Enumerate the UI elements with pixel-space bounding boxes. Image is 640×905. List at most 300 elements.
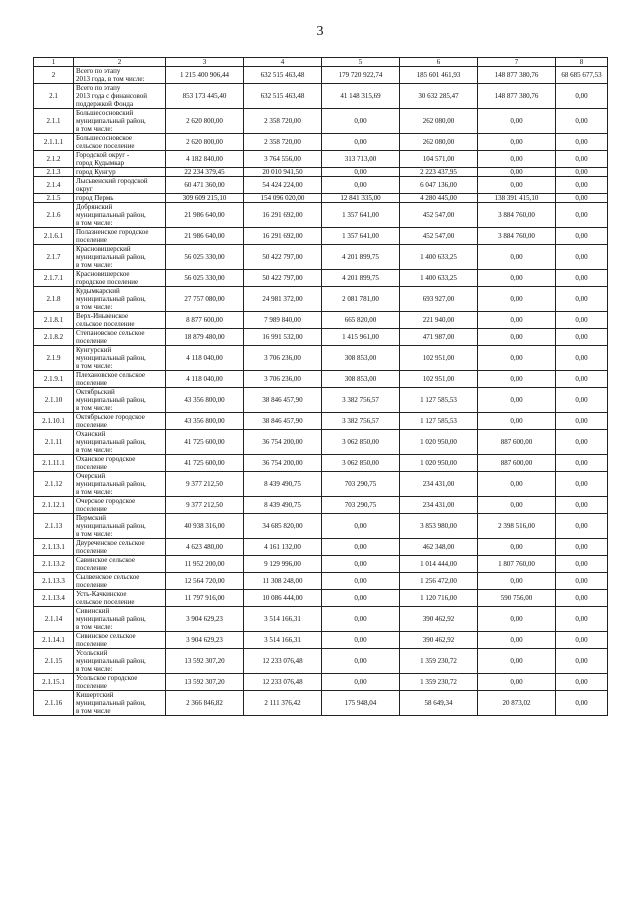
cell-v4: 50 422 797,00 xyxy=(244,245,322,270)
cell-v5: 41 148 315,69 xyxy=(322,84,400,109)
cell-v6: 234 431,00 xyxy=(400,497,478,514)
cell-v6: 1 120 716,00 xyxy=(400,590,478,607)
cell-v7: 0,00 xyxy=(478,177,556,194)
row-name-line: поселение xyxy=(76,564,107,572)
row-code: 2.1.9 xyxy=(34,346,74,371)
row-code: 2.1.12.1 xyxy=(34,497,74,514)
cell-v6: 1 359 230,72 xyxy=(400,674,478,691)
cell-v7: 0,00 xyxy=(478,329,556,346)
row-name xyxy=(74,203,166,228)
row-name-line: Савинское сельское xyxy=(76,556,135,564)
cell-v4: 12 233 076,48 xyxy=(244,674,322,691)
cell-v3: 11 952 200,00 xyxy=(166,556,244,573)
cell-v3: 22 234 379,45 xyxy=(166,168,244,177)
row-name xyxy=(74,312,166,329)
cell-v7: 887 600,00 xyxy=(478,430,556,455)
table-row xyxy=(34,413,608,430)
cell-v7: 0,00 xyxy=(478,497,556,514)
cell-v8: 0,00 xyxy=(556,228,608,245)
table-row xyxy=(34,607,608,632)
row-name-line: городское поселение xyxy=(76,278,139,286)
row-name-line: Степановское сельское xyxy=(76,329,145,337)
cell-v3: 21 986 640,00 xyxy=(166,203,244,228)
cell-v3: 56 025 330,00 xyxy=(166,270,244,287)
cell-v3: 3 904 629,23 xyxy=(166,632,244,649)
row-name xyxy=(74,134,166,151)
table-row xyxy=(34,329,608,346)
cell-v8: 0,00 xyxy=(556,691,608,716)
row-name-line: округ xyxy=(76,185,93,193)
cell-v6: 2 223 437,95 xyxy=(400,168,478,177)
row-name-line: поселение xyxy=(76,463,107,471)
cell-v8: 0,00 xyxy=(556,177,608,194)
row-name-line: поселение xyxy=(76,547,107,555)
cell-v3: 27 757 080,00 xyxy=(166,287,244,312)
cell-v4: 24 981 372,00 xyxy=(244,287,322,312)
row-code: 2 xyxy=(34,67,74,84)
table-row xyxy=(34,539,608,556)
cell-v8: 0,00 xyxy=(556,556,608,573)
cell-v7: 0,00 xyxy=(478,346,556,371)
row-code: 2.1.8.1 xyxy=(34,312,74,329)
table-row xyxy=(34,371,608,388)
cell-v4: 3 706 236,00 xyxy=(244,371,322,388)
cell-v5: 0,00 xyxy=(322,539,400,556)
cell-v3: 40 938 316,00 xyxy=(166,514,244,539)
cell-v4: 154 096 020,00 xyxy=(244,194,322,203)
row-name-line: в том числе: xyxy=(76,530,113,538)
row-name xyxy=(74,177,166,194)
cell-v3: 1 215 400 906,44 xyxy=(166,67,244,84)
row-name-line: в том числе: xyxy=(76,125,113,133)
row-name-line: Двуреченское сельское xyxy=(76,539,145,547)
table-row xyxy=(34,203,608,228)
cell-v6: 1 359 230,72 xyxy=(400,649,478,674)
row-name xyxy=(74,67,166,84)
table-row xyxy=(34,134,608,151)
cell-v6: 1 400 633,25 xyxy=(400,270,478,287)
cell-v5: 0,00 xyxy=(322,109,400,134)
row-name-line: поселение xyxy=(76,505,107,513)
page-number: 3 xyxy=(316,24,324,39)
table-row xyxy=(34,674,608,691)
cell-v3: 13 592 307,20 xyxy=(166,649,244,674)
cell-v4: 11 308 248,00 xyxy=(244,573,322,590)
row-code: 2.1.6 xyxy=(34,203,74,228)
row-name xyxy=(74,514,166,539)
column-number: 4 xyxy=(244,58,322,67)
row-name-line: в том числе: xyxy=(76,665,113,673)
row-name-line: Добрянский xyxy=(76,203,113,211)
row-code: 2.1.2 xyxy=(34,151,74,168)
table-row xyxy=(34,388,608,413)
table-row xyxy=(34,287,608,312)
row-name-line: Оханский xyxy=(76,430,106,438)
cell-v5: 4 201 899,75 xyxy=(322,270,400,287)
cell-v4: 16 291 692,00 xyxy=(244,203,322,228)
cell-v6: 693 927,00 xyxy=(400,287,478,312)
cell-v5: 0,00 xyxy=(322,632,400,649)
row-name xyxy=(74,539,166,556)
cell-v5: 0,00 xyxy=(322,177,400,194)
cell-v7: 0,00 xyxy=(478,134,556,151)
row-name xyxy=(74,455,166,472)
row-code: 2.1.13 xyxy=(34,514,74,539)
cell-v8: 0,00 xyxy=(556,134,608,151)
row-code: 2.1.16 xyxy=(34,691,74,716)
cell-v4: 50 422 797,00 xyxy=(244,270,322,287)
column-number: 3 xyxy=(166,58,244,67)
cell-v5: 2 081 781,00 xyxy=(322,287,400,312)
cell-v6: 221 940,00 xyxy=(400,312,478,329)
table-row xyxy=(34,691,608,716)
cell-v7: 0,00 xyxy=(478,607,556,632)
cell-v8: 0,00 xyxy=(556,455,608,472)
row-name-line: муниципальный район, xyxy=(76,699,146,707)
row-name xyxy=(74,194,166,203)
cell-v4: 20 010 941,50 xyxy=(244,168,322,177)
row-name-line: в том числе: xyxy=(76,362,113,370)
cell-v6: 462 348,00 xyxy=(400,539,478,556)
cell-v4: 632 515 463,48 xyxy=(244,67,322,84)
row-name-line: поддержкой Фонда xyxy=(76,100,134,108)
cell-v3: 41 725 600,00 xyxy=(166,455,244,472)
row-name-line: сельское поселение xyxy=(76,320,135,328)
cell-v7: 0,00 xyxy=(478,151,556,168)
cell-v7: 0,00 xyxy=(478,109,556,134)
cell-v5: 703 290,75 xyxy=(322,472,400,497)
table-row xyxy=(34,168,608,177)
row-name-line: Лысьвенский городской xyxy=(76,177,148,185)
cell-v8: 0,00 xyxy=(556,270,608,287)
row-name-line: муниципальный район, xyxy=(76,657,146,665)
row-name-line: Пермский xyxy=(76,514,106,522)
cell-v5: 0,00 xyxy=(322,649,400,674)
cell-v7: 887 600,00 xyxy=(478,455,556,472)
cell-v8: 0,00 xyxy=(556,371,608,388)
cell-v8: 0,00 xyxy=(556,346,608,371)
row-name-line: Усольский xyxy=(76,649,108,657)
cell-v8: 0,00 xyxy=(556,649,608,674)
row-code: 2.1.8.2 xyxy=(34,329,74,346)
cell-v8: 0,00 xyxy=(556,194,608,203)
cell-v5: 665 820,00 xyxy=(322,312,400,329)
row-name-line: Полазненское городское xyxy=(76,228,149,236)
cell-v8: 0,00 xyxy=(556,329,608,346)
table-row xyxy=(34,497,608,514)
cell-v3: 8 877 600,00 xyxy=(166,312,244,329)
table-row xyxy=(34,430,608,455)
row-name-line: Кунгурский xyxy=(76,346,112,354)
row-code: 2.1 xyxy=(34,84,74,109)
cell-v5: 12 841 335,00 xyxy=(322,194,400,203)
cell-v4: 38 846 457,90 xyxy=(244,413,322,430)
cell-v8: 0,00 xyxy=(556,430,608,455)
table-row xyxy=(34,67,608,84)
cell-v8: 0,00 xyxy=(556,245,608,270)
cell-v7: 0,00 xyxy=(478,413,556,430)
row-name xyxy=(74,573,166,590)
cell-v4: 9 129 996,00 xyxy=(244,556,322,573)
row-name-line: поселение xyxy=(76,640,107,648)
row-name xyxy=(74,270,166,287)
column-number: 8 xyxy=(556,58,608,67)
cell-v3: 309 609 215,10 xyxy=(166,194,244,203)
row-name-line: город Пермь xyxy=(76,194,114,202)
row-name-line: 2013 года с финансовой xyxy=(76,92,148,100)
cell-v8: 0,00 xyxy=(556,607,608,632)
row-code: 2.1.9.1 xyxy=(34,371,74,388)
cell-v5: 0,00 xyxy=(322,168,400,177)
row-name xyxy=(74,632,166,649)
cell-v6: 102 951,00 xyxy=(400,371,478,388)
cell-v6: 390 462,92 xyxy=(400,632,478,649)
row-name-line: город Кунгур xyxy=(76,168,116,176)
cell-v3: 2 366 846,82 xyxy=(166,691,244,716)
row-name-line: муниципальный район, xyxy=(76,253,146,261)
table-row xyxy=(34,245,608,270)
cell-v4: 2 111 376,42 xyxy=(244,691,322,716)
cell-v8: 0,00 xyxy=(556,312,608,329)
cell-v5: 0,00 xyxy=(322,514,400,539)
cell-v8: 0,00 xyxy=(556,203,608,228)
cell-v8: 0,00 xyxy=(556,287,608,312)
row-name-line: Октябрьское городское xyxy=(76,413,145,421)
cell-v5: 3 382 756,57 xyxy=(322,388,400,413)
cell-v5: 179 720 922,74 xyxy=(322,67,400,84)
cell-v5: 0,00 xyxy=(322,590,400,607)
cell-v5: 3 062 850,00 xyxy=(322,455,400,472)
cell-v6: 3 853 980,00 xyxy=(400,514,478,539)
cell-v4: 8 439 490,75 xyxy=(244,497,322,514)
cell-v7: 0,00 xyxy=(478,674,556,691)
row-code: 2.1.4 xyxy=(34,177,74,194)
row-code: 2.1.3 xyxy=(34,168,74,177)
row-code: 2.1.10 xyxy=(34,388,74,413)
cell-v6: 1 020 950,00 xyxy=(400,430,478,455)
cell-v3: 56 025 330,00 xyxy=(166,245,244,270)
row-name xyxy=(74,691,166,716)
row-name-line: Очерское городское xyxy=(76,497,136,505)
row-code: 2.1.8 xyxy=(34,287,74,312)
row-name-line: поселение xyxy=(76,236,107,244)
column-number: 5 xyxy=(322,58,400,67)
cell-v8: 0,00 xyxy=(556,573,608,590)
cell-v7: 1 807 760,00 xyxy=(478,556,556,573)
cell-v5: 1 357 641,00 xyxy=(322,203,400,228)
row-name-line: муниципальный район, xyxy=(76,354,146,362)
cell-v8: 0,00 xyxy=(556,388,608,413)
cell-v3: 12 564 720,00 xyxy=(166,573,244,590)
row-name-line: Сивинский xyxy=(76,607,110,615)
cell-v5: 175 948,04 xyxy=(322,691,400,716)
row-name-line: Городской округ - xyxy=(76,151,130,159)
cell-v4: 16 991 532,00 xyxy=(244,329,322,346)
cell-v4: 36 754 200,00 xyxy=(244,455,322,472)
table-row xyxy=(34,151,608,168)
row-name-line: Сивинское сельское xyxy=(76,632,136,640)
row-name xyxy=(74,228,166,245)
cell-v6: 185 601 461,93 xyxy=(400,67,478,84)
cell-v6: 1 014 444,00 xyxy=(400,556,478,573)
cell-v4: 16 291 692,00 xyxy=(244,228,322,245)
cell-v6: 262 080,00 xyxy=(400,134,478,151)
cell-v3: 18 879 480,00 xyxy=(166,329,244,346)
cell-v4: 10 086 444,00 xyxy=(244,590,322,607)
funding-table xyxy=(33,57,608,716)
column-number: 7 xyxy=(478,58,556,67)
cell-v6: 4 280 445,00 xyxy=(400,194,478,203)
row-name xyxy=(74,329,166,346)
cell-v6: 1 127 585,53 xyxy=(400,413,478,430)
row-name xyxy=(74,607,166,632)
cell-v6: 6 047 136,00 xyxy=(400,177,478,194)
cell-v8: 0,00 xyxy=(556,632,608,649)
row-name-line: Всего по этапу xyxy=(76,67,121,75)
row-code: 2.1.12 xyxy=(34,472,74,497)
cell-v7: 148 877 380,76 xyxy=(478,67,556,84)
cell-v6: 58 649,34 xyxy=(400,691,478,716)
row-name-line: поселение xyxy=(76,682,107,690)
row-name-line: поселение xyxy=(76,337,107,345)
row-code: 2.1.11 xyxy=(34,430,74,455)
cell-v7: 3 884 760,00 xyxy=(478,203,556,228)
row-name xyxy=(74,287,166,312)
cell-v6: 1 127 585,53 xyxy=(400,388,478,413)
cell-v5: 308 853,00 xyxy=(322,371,400,388)
cell-v6: 234 431,00 xyxy=(400,472,478,497)
row-name xyxy=(74,388,166,413)
cell-v8: 0,00 xyxy=(556,168,608,177)
row-name-line: муниципальный район, xyxy=(76,480,146,488)
row-code: 2.1.10.1 xyxy=(34,413,74,430)
row-name-line: город Кудымкар xyxy=(76,159,125,167)
row-name-line: поселение xyxy=(76,581,107,589)
row-name-line: в том числе: xyxy=(76,219,113,227)
row-name-line: муниципальный район, xyxy=(76,117,146,125)
row-code: 2.1.13.1 xyxy=(34,539,74,556)
row-name xyxy=(74,413,166,430)
cell-v5: 0,00 xyxy=(322,607,400,632)
cell-v6: 1 256 472,00 xyxy=(400,573,478,590)
row-name xyxy=(74,430,166,455)
row-name-line: Плехановское сельское xyxy=(76,371,146,379)
row-code: 2.1.11.1 xyxy=(34,455,74,472)
cell-v8: 0,00 xyxy=(556,109,608,134)
row-name-line: Очерский xyxy=(76,472,106,480)
cell-v3: 41 725 600,00 xyxy=(166,430,244,455)
cell-v3: 60 471 360,00 xyxy=(166,177,244,194)
row-name-line: муниципальный район, xyxy=(76,396,146,404)
row-name xyxy=(74,371,166,388)
cell-v4: 3 514 166,31 xyxy=(244,607,322,632)
table-row xyxy=(34,632,608,649)
row-code: 2.1.14 xyxy=(34,607,74,632)
cell-v4: 4 161 132,00 xyxy=(244,539,322,556)
row-name-line: муниципальный район, xyxy=(76,211,146,219)
table-row xyxy=(34,312,608,329)
row-name-line: Оханское городское xyxy=(76,455,136,463)
row-name-line: Октябрьский xyxy=(76,388,115,396)
cell-v5: 313 713,00 xyxy=(322,151,400,168)
row-name xyxy=(74,346,166,371)
cell-v5: 703 290,75 xyxy=(322,497,400,514)
cell-v6: 30 632 285,47 xyxy=(400,84,478,109)
table-row xyxy=(34,270,608,287)
table-row xyxy=(34,649,608,674)
row-name xyxy=(74,109,166,134)
cell-v7: 2 398 516,00 xyxy=(478,514,556,539)
row-name-line: поселение xyxy=(76,421,107,429)
table-row xyxy=(34,109,608,134)
row-name-line: 2013 года, в том числе: xyxy=(76,75,145,83)
table-row xyxy=(34,590,608,607)
cell-v6: 452 547,00 xyxy=(400,228,478,245)
row-name-line: в том числе: xyxy=(76,303,113,311)
row-code: 2.1.14.1 xyxy=(34,632,74,649)
cell-v6: 262 080,00 xyxy=(400,109,478,134)
row-name-line: Красновишерский xyxy=(76,245,131,253)
cell-v5: 0,00 xyxy=(322,134,400,151)
cell-v3: 4 182 840,00 xyxy=(166,151,244,168)
cell-v7: 590 756,00 xyxy=(478,590,556,607)
row-name-line: Кудымкарский xyxy=(76,287,120,295)
row-name xyxy=(74,556,166,573)
cell-v3: 43 356 800,00 xyxy=(166,413,244,430)
cell-v4: 2 358 720,00 xyxy=(244,134,322,151)
row-name-line: Большесосновский xyxy=(76,109,134,117)
cell-v4: 2 358 720,00 xyxy=(244,109,322,134)
cell-v4: 36 754 200,00 xyxy=(244,430,322,455)
row-name-line: Кишертский xyxy=(76,691,114,699)
cell-v8: 0,00 xyxy=(556,514,608,539)
row-code: 2.1.1 xyxy=(34,109,74,134)
table-row xyxy=(34,346,608,371)
cell-v7: 138 391 415,10 xyxy=(478,194,556,203)
cell-v7: 0,00 xyxy=(478,573,556,590)
cell-v7: 0,00 xyxy=(478,270,556,287)
cell-v5: 4 201 899,75 xyxy=(322,245,400,270)
cell-v3: 9 377 212,50 xyxy=(166,497,244,514)
table-row xyxy=(34,573,608,590)
cell-v3: 9 377 212,50 xyxy=(166,472,244,497)
cell-v4: 3 706 236,00 xyxy=(244,346,322,371)
cell-v6: 1 020 950,00 xyxy=(400,455,478,472)
row-name-line: Усольское городское xyxy=(76,674,138,682)
cell-v7: 0,00 xyxy=(478,539,556,556)
cell-v4: 3 514 166,31 xyxy=(244,632,322,649)
column-number-row xyxy=(34,58,608,67)
cell-v3: 853 173 445,40 xyxy=(166,84,244,109)
row-code: 2.1.7.1 xyxy=(34,270,74,287)
table-row xyxy=(34,177,608,194)
row-code: 2.1.5 xyxy=(34,194,74,203)
row-code: 2.1.13.2 xyxy=(34,556,74,573)
row-name-line: Усть-Качкинское xyxy=(76,590,127,598)
cell-v6: 452 547,00 xyxy=(400,203,478,228)
row-name xyxy=(74,245,166,270)
cell-v8: 0,00 xyxy=(556,151,608,168)
cell-v8: 0,00 xyxy=(556,84,608,109)
row-name xyxy=(74,168,166,177)
cell-v8: 0,00 xyxy=(556,413,608,430)
row-name xyxy=(74,649,166,674)
cell-v4: 38 846 457,90 xyxy=(244,388,322,413)
cell-v5: 3 382 756,57 xyxy=(322,413,400,430)
cell-v7: 0,00 xyxy=(478,632,556,649)
row-name xyxy=(74,472,166,497)
cell-v6: 1 400 633,25 xyxy=(400,245,478,270)
